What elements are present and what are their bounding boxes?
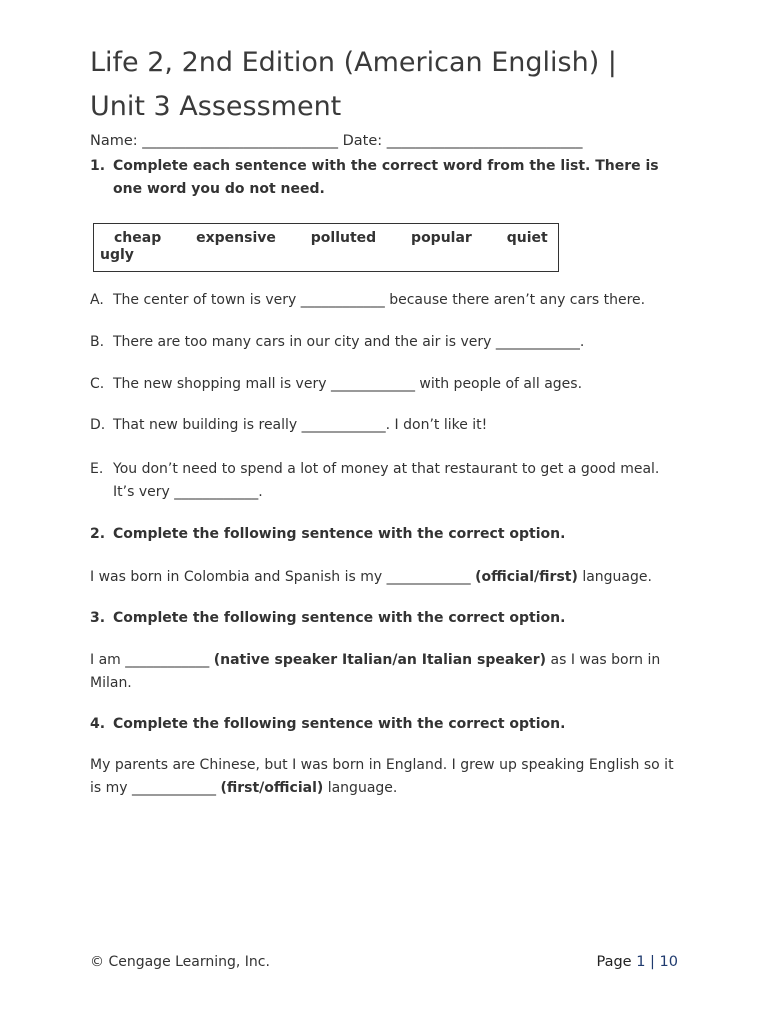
question-1 bbox=[90, 155, 670, 200]
page-current: 1 bbox=[636, 954, 646, 970]
word-quiet: quiet bbox=[506, 230, 548, 246]
question-3 bbox=[90, 607, 670, 630]
item-c bbox=[90, 373, 670, 396]
item-b bbox=[90, 331, 670, 354]
item-e bbox=[90, 458, 670, 503]
question-text: Complete the following sentence with the correct option. bbox=[113, 610, 566, 626]
word-polluted: polluted bbox=[310, 230, 377, 246]
question-number: 2. bbox=[90, 526, 106, 542]
question-number: 4. bbox=[90, 716, 106, 732]
item-text-line-2: It’s very ____________. bbox=[113, 483, 263, 500]
item-d bbox=[90, 414, 670, 437]
sentence-text-line-1: My parents are Chinese, but I was born in England. I grew up speaking English so it bbox=[90, 757, 674, 773]
question-4-sentence bbox=[90, 754, 675, 799]
item-text: The new shopping mall is very ____________ with people of all ages. bbox=[113, 376, 583, 392]
sentence-text: language. bbox=[323, 779, 398, 796]
item-letter: B. bbox=[90, 334, 105, 350]
item-letter: A. bbox=[90, 292, 104, 308]
sentence-text: is my ____________ bbox=[90, 779, 221, 796]
question-3-sentence bbox=[90, 649, 675, 694]
sentence-text: language. bbox=[577, 569, 652, 585]
item-text: That new building is really ____________. I don’t like it! bbox=[113, 417, 488, 433]
page-separator: | bbox=[645, 954, 660, 970]
question-text-line-1: Complete each sentence with the correct word from the list. There is bbox=[113, 158, 659, 174]
item-letter: C. bbox=[90, 376, 105, 392]
item-a bbox=[90, 289, 670, 312]
page-title bbox=[90, 41, 690, 129]
page-label: Page bbox=[596, 954, 637, 970]
footer-page-number bbox=[596, 954, 678, 970]
question-number: 1. bbox=[90, 158, 106, 174]
question-text-line-2: one word you do not need. bbox=[113, 180, 325, 197]
item-text: The center of town is very ____________ because there aren’t any cars there. bbox=[113, 292, 646, 308]
title-line-1: Life 2, 2nd Edition (American English) | bbox=[90, 47, 617, 78]
word-cheap: cheap bbox=[114, 230, 162, 246]
word-popular: popular bbox=[411, 230, 472, 246]
sentence-text: I was born in Colombia and Spanish is my ____________ bbox=[90, 569, 476, 585]
sentence-text-line-2: Milan. bbox=[90, 674, 132, 691]
question-number: 3. bbox=[90, 610, 106, 626]
question-text: Complete the following sentence with the correct option. bbox=[113, 716, 566, 732]
item-letter: E. bbox=[90, 461, 104, 477]
sentence-options: (native speaker Italian/an Italian speaker) bbox=[213, 652, 547, 668]
title-line-2: Unit 3 Assessment bbox=[90, 91, 342, 122]
item-letter: D. bbox=[90, 417, 106, 433]
sentence-text: as I was born in bbox=[546, 652, 661, 668]
question-text: Complete the following sentence with the correct option. bbox=[113, 526, 566, 542]
question-4 bbox=[90, 713, 670, 736]
item-text: There are too many cars in our city and the air is very ____________. bbox=[113, 334, 585, 350]
question-2-sentence bbox=[90, 566, 675, 589]
word-expensive: expensive bbox=[196, 230, 276, 246]
question-2 bbox=[90, 523, 670, 546]
sentence-text: I am ____________ bbox=[90, 652, 214, 668]
name-date-line: Name: ___________________________ Date: ___________________________ bbox=[90, 133, 583, 149]
sentence-options: (official/first) bbox=[475, 569, 578, 585]
item-text-line-1: You don’t need to spend a lot of money at that restaurant to get a good meal. bbox=[113, 461, 660, 477]
sentence-options: (first/official) bbox=[220, 779, 324, 796]
footer-copyright: © Cengage Learning, Inc. bbox=[90, 954, 270, 970]
word-list-box bbox=[93, 223, 559, 272]
page-total: 10 bbox=[659, 954, 678, 970]
word-ugly: ugly bbox=[100, 247, 134, 263]
